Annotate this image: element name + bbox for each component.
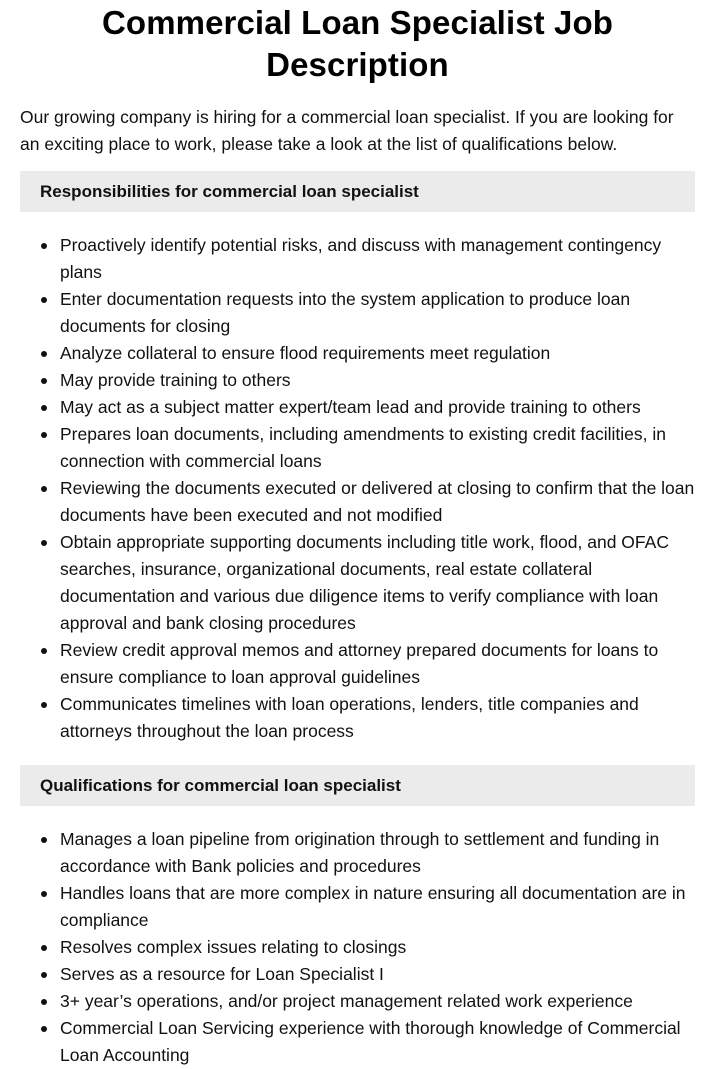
bullet-icon (41, 378, 47, 384)
bullet-icon (41, 432, 47, 438)
bullet-icon (41, 351, 47, 357)
list-item (60, 232, 695, 286)
list-item (60, 340, 695, 367)
list-item-text: Commercial Loan Servicing experience with thorough knowledge of Commercial Loan Accounting (60, 1018, 681, 1065)
list-item-text: Obtain appropriate supporting documents including title work, flood, and OFAC searches, insurance, organizational documents, real estate collateral documentation and various due diligence items to verify compliance with loan approval and bank closing procedures (60, 532, 669, 633)
responsibilities-list (20, 232, 695, 745)
list-item (60, 1015, 695, 1069)
list-item (60, 934, 695, 961)
bullet-icon (41, 297, 47, 303)
list-item (60, 367, 695, 394)
list-item (60, 880, 695, 934)
bullet-icon (41, 999, 47, 1005)
list-item (60, 961, 695, 988)
qualifications-heading-label: Qualifications for commercial loan specialist (40, 775, 401, 795)
list-item-text: Analyze collateral to ensure flood requirements meet regulation (60, 343, 551, 363)
list-item (60, 475, 695, 529)
bullet-icon (41, 891, 47, 897)
bullet-icon (41, 243, 47, 249)
list-item-text: May act as a subject matter expert/team lead and provide training to others (60, 397, 641, 417)
bullet-icon (41, 486, 47, 492)
list-item-text: Manages a loan pipeline from origination through to settlement and funding in accordance with Bank policies and procedures (60, 829, 660, 876)
list-item (60, 529, 695, 637)
list-item (60, 286, 695, 340)
list-item-text: May provide training to others (60, 370, 291, 390)
list-item-text: Review credit approval memos and attorney prepared documents for loans to ensure compliance to loan approval guidelines (60, 640, 659, 687)
list-item (60, 637, 695, 691)
bullet-icon (41, 648, 47, 654)
bullet-icon (41, 945, 47, 951)
list-item-text: Handles loans that are more complex in nature ensuring all documentation are in compliance (60, 883, 686, 930)
list-item (60, 988, 695, 1015)
bullet-icon (41, 1026, 47, 1032)
list-item-text: Proactively identify potential risks, and discuss with management contingency plans (60, 235, 662, 282)
qualifications-list (20, 826, 695, 1069)
list-item-text: Resolves complex issues relating to closings (60, 937, 407, 957)
qualifications-heading (20, 765, 695, 806)
responsibilities-heading (20, 171, 695, 212)
responsibilities-heading-label: Responsibilities for commercial loan specialist (40, 181, 419, 201)
bullet-icon (41, 837, 47, 843)
list-item-text: Communicates timelines with loan operations, lenders, title companies and attorneys throughout the loan process (60, 694, 639, 741)
bullet-icon (41, 702, 47, 708)
bullet-icon (41, 540, 47, 546)
list-item-text: Reviewing the documents executed or delivered at closing to confirm that the loan documents have been executed and not modified (60, 478, 695, 525)
list-item (60, 421, 695, 475)
list-item-text: Prepares loan documents, including amendments to existing credit facilities, in connection with commercial loans (60, 424, 667, 471)
intro-paragraph: Our growing company is hiring for a commercial loan specialist. If you are looking for an exciting place to work, please take a look at the list of qualifications below. (20, 107, 674, 154)
list-item-text: 3+ year’s operations, and/or project management related work experience (60, 991, 633, 1011)
list-item (60, 826, 695, 880)
bullet-icon (41, 972, 47, 978)
bullet-icon (41, 405, 47, 411)
list-item-text: Enter documentation requests into the system application to produce loan documents for closing (60, 289, 631, 336)
list-item (60, 394, 695, 421)
list-item (60, 691, 695, 745)
list-item-text: Serves as a resource for Loan Specialist I (60, 964, 384, 984)
page-title: Commercial Loan Specialist Job Description (102, 4, 613, 83)
